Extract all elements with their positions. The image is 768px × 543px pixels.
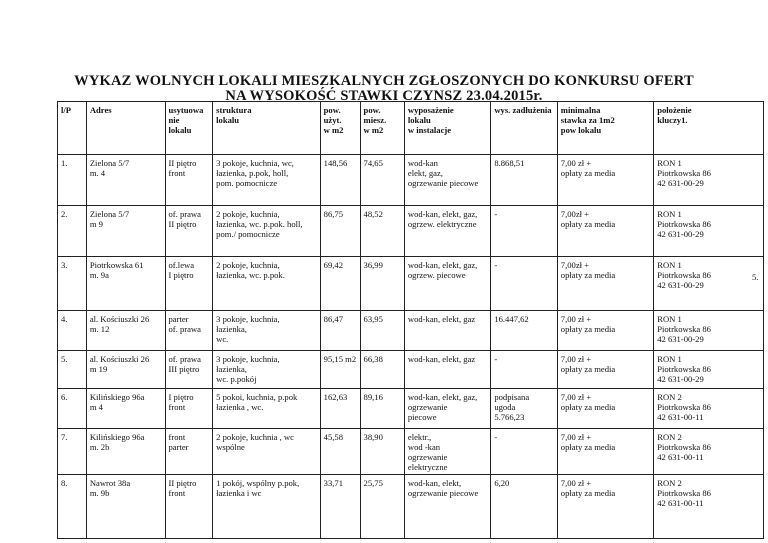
cell-text: 45,58 — [323, 432, 343, 442]
cell-struktura — [213, 389, 321, 429]
table-row — [58, 155, 764, 206]
cell-text: I piętro — [168, 392, 194, 402]
cell-lp — [58, 475, 87, 539]
cell-pow-miesz — [360, 257, 404, 311]
header-wyposazenie — [404, 102, 490, 155]
cell-text: - — [494, 354, 498, 364]
cell-klucze — [654, 311, 764, 351]
cell-text: 42 631-00-11 — [657, 498, 704, 508]
cell-text: 42 631-00-11 — [657, 412, 704, 422]
cell-lp — [58, 429, 87, 475]
cell-text: Piotrkowska 61 — [89, 260, 144, 270]
cell-text: ugoda — [494, 402, 516, 412]
cell-text: RON 1 — [657, 209, 682, 219]
cell-text: 6. — [61, 392, 68, 402]
cell-text: I piętro — [168, 270, 194, 280]
header-pow-miesz — [360, 102, 404, 155]
cell-text: of. prawa — [168, 209, 201, 219]
cell-text: elektr., — [407, 432, 432, 442]
cell-text: łazienka, — [216, 364, 247, 374]
header-text: lokalu — [216, 115, 240, 125]
cell-text: opłaty za media — [560, 219, 616, 229]
cell-text: Piotrkowska 86 — [657, 219, 711, 229]
table-row — [58, 351, 764, 389]
cell-text: Zielona 5/7 — [89, 209, 130, 219]
cell-text: 5.766,23 — [494, 412, 525, 422]
cell-text: 69,42 — [323, 260, 343, 270]
cell-text: Zielona 5/7 — [89, 158, 130, 168]
cell-usytuowanie — [165, 206, 213, 257]
cell-text: 1. — [61, 158, 68, 168]
cell-text: 2 pokoje, kuchnia, — [216, 209, 280, 219]
cell-text: 7,00 zł + — [560, 478, 592, 488]
cell-text: łazienka , wc. — [216, 402, 264, 412]
cell-text: m 19 — [89, 364, 108, 374]
cell-struktura — [213, 311, 321, 351]
cell-text: 4. — [61, 314, 68, 324]
cell-text: opłaty za media — [560, 402, 616, 412]
cell-klucze — [654, 389, 764, 429]
cell-text: RON 2 — [657, 478, 682, 488]
cell-text: 86,47 — [323, 314, 343, 324]
cell-text: of. prawa — [168, 354, 201, 364]
cell-text: 3 pokoje, kuchnia, — [216, 354, 280, 364]
header-text: wys. zadłużenia — [494, 105, 552, 115]
cell-text: 36,99 — [363, 260, 383, 270]
cell-text: 38,90 — [363, 432, 383, 442]
header-text: miesz. — [363, 115, 387, 125]
cell-adres — [86, 475, 165, 539]
cell-text: 25,75 — [363, 478, 383, 488]
table-row — [58, 389, 764, 429]
cell-text: ogrzew. elektryczne — [407, 219, 477, 229]
cell-text: m. 9b — [89, 488, 110, 498]
cell-text: 7,00zł + — [560, 209, 590, 219]
cell-text: wod-kan, elekt, gaz, — [407, 392, 478, 402]
cell-text: 7,00 zł + — [560, 432, 592, 442]
cell-klucze — [654, 257, 764, 311]
cell-text: 1 pokój, wspólny p.pok, — [216, 478, 300, 488]
header-text: pow lokalu — [560, 125, 602, 135]
table-row — [58, 311, 764, 351]
header-text: Adres — [89, 105, 112, 115]
cell-stawka — [557, 206, 653, 257]
cell-text: opłaty za media — [560, 442, 616, 452]
header-text: minimalna — [560, 105, 601, 115]
cell-zadluzenie — [491, 206, 557, 257]
cell-text: opłaty za media — [560, 168, 616, 178]
cell-pow-miesz — [360, 206, 404, 257]
cell-text: opłaty za media — [560, 324, 616, 334]
cell-text: RON 2 — [657, 392, 682, 402]
cell-klucze — [654, 351, 764, 389]
cell-text: 86,75 — [323, 209, 343, 219]
header-text: pow. — [363, 105, 381, 115]
cell-text: Kilińskiego 96a — [89, 392, 145, 402]
cell-text: 16.447,62 — [494, 314, 529, 324]
cell-text: - — [494, 432, 498, 442]
cell-klucze — [654, 155, 764, 206]
cell-text: łazienka, wc. p.pok. holl, — [216, 219, 303, 229]
header-stawka — [557, 102, 653, 155]
cell-text: front — [168, 168, 186, 178]
cell-lp — [58, 311, 87, 351]
cell-text: Piotrkowska 86 — [657, 488, 711, 498]
cell-usytuowanie — [165, 351, 213, 389]
header-pow-uzyt — [320, 102, 360, 155]
cell-text: 95,15 m2 — [323, 354, 357, 364]
cell-text: 89,16 — [363, 392, 383, 402]
cell-text: II piętro — [168, 478, 197, 488]
cell-zadluzenie — [491, 155, 557, 206]
cell-text: 5. — [61, 354, 68, 364]
cell-text: parter — [168, 442, 189, 452]
cell-pow-miesz — [360, 475, 404, 539]
cell-adres — [86, 429, 165, 475]
cell-text: 148,56 — [323, 158, 348, 168]
cell-text: - — [494, 260, 498, 270]
cell-stawka — [557, 257, 653, 311]
header-text: stawka za 1m2 — [560, 115, 615, 125]
cell-text: ogrzewanie — [407, 452, 448, 462]
cell-zadluzenie — [491, 429, 557, 475]
cell-stawka — [557, 389, 653, 429]
header-text: lokalu — [407, 115, 431, 125]
cell-zadluzenie — [491, 311, 557, 351]
cell-klucze — [654, 475, 764, 539]
cell-text: łazienka i wc — [216, 488, 262, 498]
cell-text: Kilińskiego 96a — [89, 432, 145, 442]
cell-usytuowanie — [165, 257, 213, 311]
cell-text: łazienka, p.pok, holl, — [216, 168, 289, 178]
header-text: usytuowa — [168, 105, 204, 115]
cell-text: RON 1 — [657, 158, 682, 168]
table-row — [58, 475, 764, 539]
cell-text: - — [494, 209, 498, 219]
cell-text: front — [168, 488, 186, 498]
cell-text: wod-kan, elekt, gaz — [407, 354, 476, 364]
cell-stawka — [557, 429, 653, 475]
cell-text: 7. — [61, 432, 68, 442]
cell-text: II piętro — [168, 158, 197, 168]
cell-struktura — [213, 206, 321, 257]
cell-text: ogrzew. piecowe — [407, 270, 466, 280]
cell-text: 48,52 — [363, 209, 383, 219]
header-text: l/P — [61, 105, 72, 115]
table-row — [58, 429, 764, 475]
cell-wyposazenie — [404, 155, 490, 206]
cell-text: ogrzewanie piecowe — [407, 488, 479, 498]
cell-adres — [86, 206, 165, 257]
cell-text: Piotrkowska 86 — [657, 270, 711, 280]
cell-text: Piotrkowska 86 — [657, 168, 711, 178]
cell-text: 42 631-00-29 — [657, 229, 704, 239]
cell-adres — [86, 389, 165, 429]
cell-text: m 4 — [89, 402, 103, 412]
cell-text: 7,00 zł + — [560, 354, 592, 364]
cell-text: wod-kan — [407, 158, 438, 168]
cell-adres — [86, 351, 165, 389]
cell-pow-uzyt — [320, 389, 360, 429]
cell-text: 42 631-00-29 — [657, 334, 704, 344]
document-title-line1: WYKAZ WOLNYCH LOKALI MIESZKALNYCH ZGŁOSZONYCH DO KONKURSU OFERT — [74, 73, 694, 89]
header-text: nie — [168, 115, 180, 125]
cell-text: piecowe — [407, 412, 437, 422]
cell-lp — [58, 155, 87, 206]
cell-text: m 9 — [89, 219, 103, 229]
cell-lp — [58, 351, 87, 389]
table-row — [58, 257, 764, 311]
cell-text: wod-kan, elekt, gaz, — [407, 260, 478, 270]
cell-stawka — [557, 351, 653, 389]
cell-text: RON 1 — [657, 314, 682, 324]
table-row — [58, 206, 764, 257]
cell-struktura — [213, 429, 321, 475]
header-klucze — [654, 102, 764, 155]
document-title-line2: NA WYSOKOŚĆ STAWKI CZYNSZ 23.04.2015r. — [225, 88, 543, 104]
cell-pow-uzyt — [320, 429, 360, 475]
cell-wyposazenie — [404, 475, 490, 539]
header-adres — [86, 102, 165, 155]
cell-text: 5 pokoi, kuchnia, p.pok — [216, 392, 298, 402]
cell-text: 7,00 zł + — [560, 158, 592, 168]
cell-pow-uzyt — [320, 475, 360, 539]
cell-text: 2 pokoje, kuchnia, — [216, 260, 280, 270]
cell-usytuowanie — [165, 429, 213, 475]
cell-text: 6,20 — [494, 478, 510, 488]
header-text: struktura — [216, 105, 252, 115]
cell-zadluzenie — [491, 389, 557, 429]
cell-text: 3 pokoje, kuchnia, — [216, 314, 280, 324]
cell-text: Piotrkowska 86 — [657, 442, 711, 452]
cell-text: ogrzewanie — [407, 402, 448, 412]
cell-text: II piętro — [168, 219, 197, 229]
cell-wyposazenie — [404, 311, 490, 351]
cell-pow-uzyt — [320, 257, 360, 311]
cell-text: Piotrkowska 86 — [657, 402, 711, 412]
cell-struktura — [213, 475, 321, 539]
cell-text: pom./ pomocnicze — [216, 229, 280, 239]
cell-text: 3. — [61, 260, 68, 270]
cell-text: 7,00 zł + — [560, 392, 592, 402]
cell-text: Nawrot 38a — [89, 478, 131, 488]
cell-text: 42 631-00-29 — [657, 178, 704, 188]
cell-text: 8. — [61, 478, 68, 488]
cell-text: of. prawa — [168, 324, 201, 334]
header-text: lokalu — [168, 125, 192, 135]
cell-text: ogrzewanie piecowe — [407, 178, 479, 188]
cell-text: elekt, gaz, — [407, 168, 443, 178]
cell-stawka — [557, 311, 653, 351]
cell-usytuowanie — [165, 311, 213, 351]
cell-klucze — [654, 206, 764, 257]
cell-text: RON 1 — [657, 260, 682, 270]
cell-text: podpisana — [494, 392, 530, 402]
header-text: pow. — [323, 105, 341, 115]
cell-zadluzenie — [491, 475, 557, 539]
cell-klucze — [654, 429, 764, 475]
cell-text: III piętro — [168, 364, 200, 374]
cell-text: wod-kan, elekt, gaz, — [407, 209, 478, 219]
cell-pow-miesz — [360, 389, 404, 429]
cell-zadluzenie — [491, 257, 557, 311]
cell-usytuowanie — [165, 475, 213, 539]
cell-text: 7,00 zł + — [560, 314, 592, 324]
cell-pow-miesz — [360, 351, 404, 389]
cell-text: wc. — [216, 334, 229, 344]
page-number: 5. — [752, 272, 759, 282]
cell-text: 42 631-00-29 — [657, 280, 704, 290]
cell-text: 42 631-00-29 — [657, 374, 704, 384]
cell-text: al. Kościuszki 26 — [89, 314, 150, 324]
cell-text: 33,71 — [323, 478, 343, 488]
cell-adres — [86, 257, 165, 311]
cell-text: opłaty za media — [560, 270, 616, 280]
table-header-row — [58, 102, 764, 155]
cell-text: m. 4 — [89, 168, 106, 178]
cell-pow-uzyt — [320, 311, 360, 351]
cell-text: of.lewa — [168, 260, 195, 270]
cell-pow-uzyt — [320, 206, 360, 257]
header-text: wyposażenie — [407, 105, 454, 115]
cell-text: 66,38 — [363, 354, 383, 364]
cell-text: Piotrkowska 86 — [657, 364, 711, 374]
cell-text: m. 12 — [89, 324, 110, 334]
cell-text: opłaty za media — [560, 488, 616, 498]
header-text: położenie — [657, 105, 692, 115]
cell-text: wod -kan — [407, 442, 441, 452]
cell-adres — [86, 311, 165, 351]
cell-lp — [58, 389, 87, 429]
cell-text: al. Kościuszki 26 — [89, 354, 150, 364]
cell-text: RON 2 — [657, 432, 682, 442]
header-text: w m2 — [323, 125, 344, 135]
cell-text: opłaty za media — [560, 364, 616, 374]
cell-text: wspólne — [216, 442, 245, 452]
cell-text: front — [168, 402, 186, 412]
cell-usytuowanie — [165, 155, 213, 206]
cell-pow-uzyt — [320, 351, 360, 389]
header-text: użyt. — [323, 115, 342, 125]
cell-usytuowanie — [165, 389, 213, 429]
vacant-units-table — [57, 101, 764, 539]
header-text: w instalacje — [407, 125, 452, 135]
cell-text: 8.868,51 — [494, 158, 525, 168]
cell-stawka — [557, 475, 653, 539]
cell-text: wod-kan, elekt, — [407, 478, 462, 488]
cell-text: 63,95 — [363, 314, 383, 324]
cell-struktura — [213, 155, 321, 206]
cell-stawka — [557, 155, 653, 206]
cell-wyposazenie — [404, 351, 490, 389]
cell-pow-uzyt — [320, 155, 360, 206]
cell-text: łazienka, — [216, 324, 247, 334]
header-text: w m2 — [363, 125, 384, 135]
cell-text: 3 pokoje, kuchnia, wc, — [216, 158, 294, 168]
cell-zadluzenie — [491, 351, 557, 389]
cell-pow-miesz — [360, 429, 404, 475]
header-struktura — [213, 102, 321, 155]
cell-text: Piotrkowska 86 — [657, 324, 711, 334]
cell-text: 74,65 — [363, 158, 383, 168]
header-usytuowanie — [165, 102, 213, 155]
cell-lp — [58, 206, 87, 257]
cell-wyposazenie — [404, 389, 490, 429]
cell-text: parter — [168, 314, 189, 324]
cell-text: elektryczne — [407, 462, 448, 472]
cell-adres — [86, 155, 165, 206]
cell-pow-miesz — [360, 155, 404, 206]
header-zadluzenie — [491, 102, 557, 155]
cell-text: 7,00zł + — [560, 260, 590, 270]
cell-wyposazenie — [404, 206, 490, 257]
cell-lp — [58, 257, 87, 311]
cell-text: 162,63 — [323, 392, 348, 402]
cell-pow-miesz — [360, 311, 404, 351]
cell-wyposazenie — [404, 257, 490, 311]
cell-text: 2 pokoje, kuchnia , wc — [216, 432, 294, 442]
header-lp — [58, 102, 87, 155]
cell-text: 2. — [61, 209, 68, 219]
cell-text: pom. pomocnicze — [216, 178, 278, 188]
cell-wyposazenie — [404, 429, 490, 475]
cell-struktura — [213, 257, 321, 311]
cell-text: RON 1 — [657, 354, 682, 364]
cell-text: łazienka, wc. p.pok. — [216, 270, 285, 280]
cell-text: m. 2b — [89, 442, 110, 452]
cell-struktura — [213, 351, 321, 389]
header-text: kluczy1. — [657, 115, 688, 125]
cell-text: front — [168, 432, 186, 442]
cell-text: wc. p.pokój — [216, 374, 257, 384]
cell-text: wod-kan, elekt, gaz — [407, 314, 476, 324]
cell-text: m. 9a — [89, 270, 109, 280]
cell-text: 42 631-00-11 — [657, 452, 704, 462]
